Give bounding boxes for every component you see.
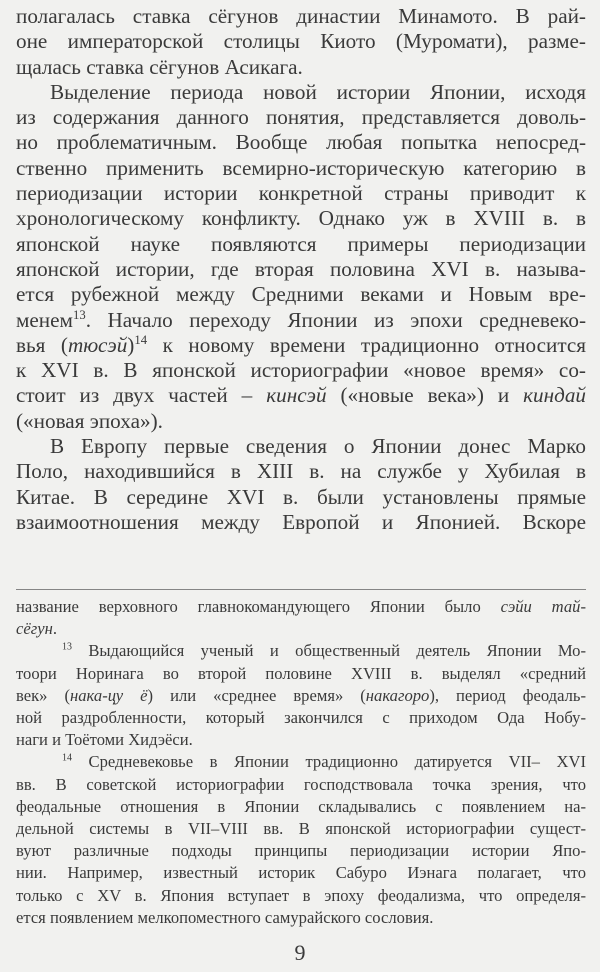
text: )	[127, 332, 135, 357]
footnote-13	[16, 640, 586, 751]
text-line: щалась ставка сёгунов Асикага.	[16, 54, 303, 79]
text-line: но проблематичным. Вообще любая попытка непосред-	[16, 130, 586, 155]
text-line: наги и Тоётоми Хидэёси.	[16, 730, 193, 750]
footnote-separator	[16, 589, 586, 590]
text-line: («новая эпоха»).	[16, 408, 163, 433]
text-line: к XVI в. В японской историографии «новое время» со-	[16, 358, 586, 383]
text-line	[16, 596, 586, 618]
italic-term: кинсэй	[266, 383, 327, 408]
text-line	[16, 333, 586, 358]
text-line: из содержания данного понятия, представляется доволь-	[16, 105, 586, 130]
italic-term: тюсэй	[67, 332, 128, 357]
text-line	[16, 640, 586, 662]
text: Средневековье в Японии традиционно датируется VII– XVI	[71, 752, 586, 772]
text-line	[16, 685, 586, 707]
text: .	[52, 619, 57, 639]
footnote-number: 14	[62, 752, 72, 764]
text: стоит из двух частей –	[16, 383, 267, 408]
footnote-14	[16, 751, 586, 929]
text-line: ется рубежной между Средними веками и Новым вре-	[16, 282, 586, 307]
text: . Начало переходу Японии из эпохи средневеко-	[85, 307, 586, 332]
italic-term: сэйи тай-	[500, 597, 586, 616]
text-line	[16, 308, 586, 333]
text-line: японской науке появляются примеры периодизации	[16, 231, 586, 256]
paragraph-3	[16, 434, 586, 535]
italic-term: киндай	[523, 383, 587, 408]
italic-term: сёгун	[16, 619, 53, 639]
italic-term: накагоро	[365, 685, 430, 705]
text-line: только с XV в. Япония вступает в эпоху феодализма, что определя-	[16, 885, 586, 905]
text: век» (	[16, 685, 71, 705]
text-line: Поло, находившийся в XIII в. на службе у Хубилая в	[16, 459, 586, 484]
text-line: периодизации истории конкретной страны приводит к	[16, 181, 586, 206]
text-line: ной раздробленности, который закончился с приходом Ода Нобу-	[16, 708, 586, 728]
text: вья (	[16, 332, 68, 357]
footnote-number: 13	[62, 641, 72, 653]
text-line	[16, 751, 586, 773]
paragraph-2	[16, 80, 586, 434]
footnote-ref-13[interactable]: 13	[72, 307, 86, 322]
text-line	[16, 383, 586, 408]
text: к новому времени традиционно относится	[147, 332, 587, 357]
text-line: японской истории, где вторая половина XVI в. называ-	[16, 256, 586, 281]
text-line: феодальные отношения в Японии складывались с появлением на-	[16, 796, 586, 816]
paragraph-1	[16, 4, 586, 80]
text-line: нии. Например, известный историк Сабуро Иэнага полагает, что	[16, 863, 586, 883]
text: название верховного главнокомандующего Японии было	[16, 597, 501, 616]
footnote-continuation	[16, 596, 586, 640]
italic-term: нака-цу ё	[70, 685, 148, 705]
page-number: 9	[294, 940, 306, 965]
text-line: Китае. В середине XVI в. были установлены прямые	[16, 484, 586, 509]
text: («новые века») и	[326, 383, 524, 408]
text-line	[16, 618, 586, 640]
text-line: полагалась ставка сёгунов династии Минамото. В рай-	[16, 4, 586, 28]
text-line: оне императорской столицы Киото (Муромати), разме-	[16, 29, 586, 54]
text: ), период феодаль-	[429, 685, 586, 705]
text-line: Выделение периода новой истории Японии, исходя	[50, 79, 586, 104]
text-line: вуют различные подходы принципы периодизации истории Япо-	[16, 841, 586, 861]
text: менем	[16, 307, 73, 332]
text-line: дельной системы в VII–VIII вв. В японской историографии сущест-	[16, 819, 586, 839]
text-line: тоори Норинага во второй половине XVIII в. выделял «средний	[16, 663, 586, 683]
text: Выдающийся ученый и общественный деятель Японии Мо-	[71, 641, 586, 661]
text-line: хронологическому конфликту. Однако уж в XVIII в. в	[16, 206, 586, 231]
text-line: ется появлением мелкопоместного самурайского сословия.	[16, 907, 434, 927]
text-line: взаимоотношения между Европой и Японией. Вскоре	[16, 509, 586, 534]
main-text	[16, 4, 586, 535]
text-line: В Европу первые сведения о Японии донес Марко	[50, 434, 586, 459]
text-line: вв. В советской историографии господствовала точка зрения, что	[16, 774, 586, 794]
footnote-ref-14[interactable]: 14	[134, 332, 148, 347]
text-line: ственно применить всемирно-историческую категорию в	[16, 155, 586, 180]
footnotes	[16, 596, 586, 929]
text: ) или «среднее время» (	[147, 685, 366, 705]
